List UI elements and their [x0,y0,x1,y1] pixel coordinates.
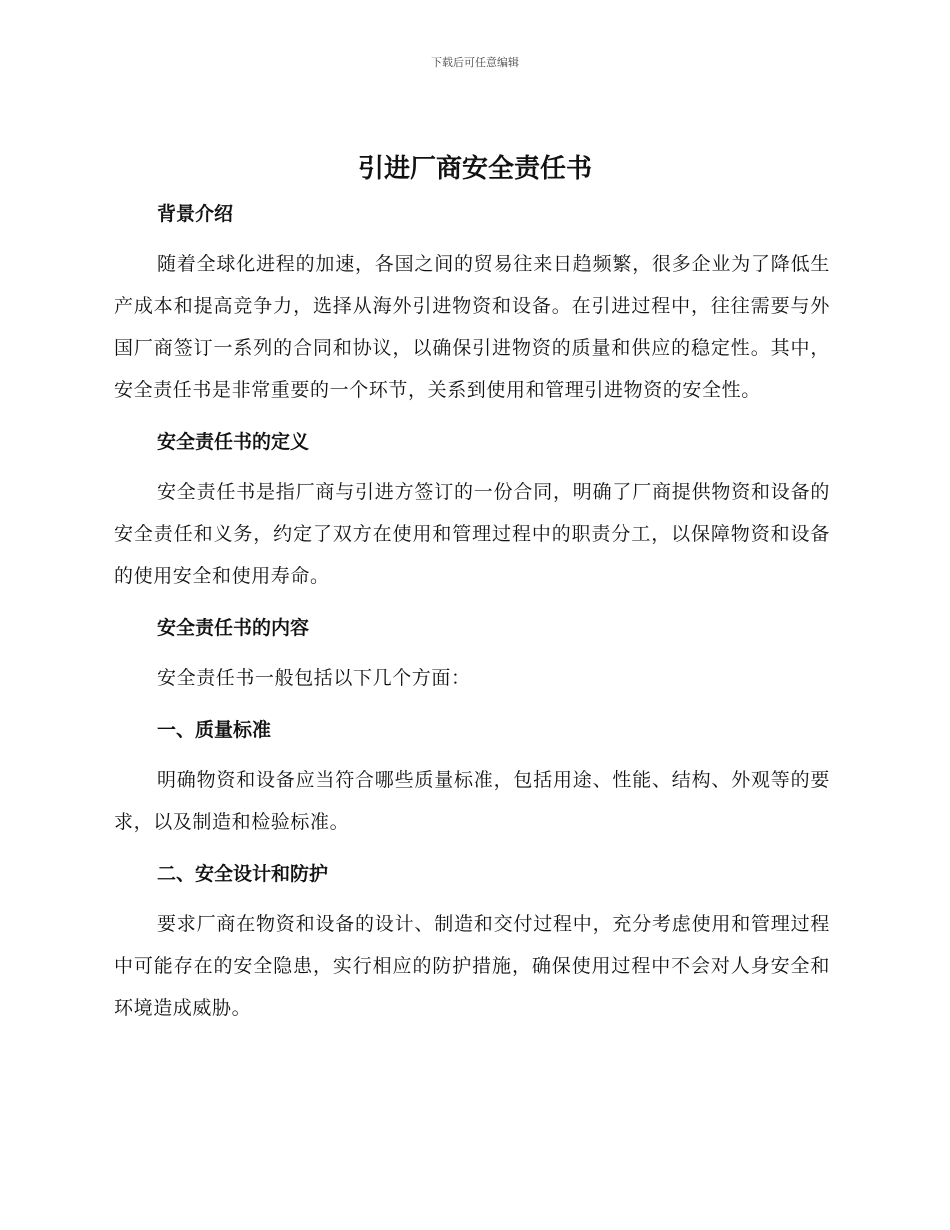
paragraph-definition: 安全责任书是指厂商与引进方签订的一份合同，明确了厂商提供物资和设备的安全责任和义务，约定了双方在使用和管理过程中的职责分工，以保障物资和设备的使用安全和使用寿命。 [114,481,830,587]
paragraph-quality: 明确物资和设备应当符合哪些质量标准，包括用途、性能、结构、外观等的要求，以及制造和检验标准。 [114,769,830,833]
paragraph-background: 随着全球化进程的加速，各国之间的贸易往来日趋频繁，很多企业为了降低生产成本和提高竞争力，选择从海外引进物资和设备。在引进过程中，往往需要与外国厂商签订一系列的合同和协议，以确保引进物资的质量和供应的稳定性。其中，安全责任书是非常重要的一个环节，关系到使用和管理引进物资的安全性。 [114,253,830,401]
section-heading-definition: 安全责任书的定义 [157,431,310,453]
page-header: 下载后可任意编辑 [431,56,519,69]
section-heading-quality: 一、质量标准 [157,719,272,741]
section-heading-safety-design: 二、安全设计和防护 [157,863,329,885]
document-title: 引进厂商安全责任书 [357,154,592,184]
paragraph-content: 安全责任书一般包括以下几个方面： [157,667,471,689]
paragraph-safety-design: 要求厂商在物资和设备的设计、制造和交付过程中，充分考虑使用和管理过程中可能存在的安全隐患，实行相应的防护措施，确保使用过程中不会对人身安全和环境造成威胁。 [114,913,830,1019]
section-heading-content: 安全责任书的内容 [157,617,310,639]
document-body [114,193,830,1029]
section-heading-background: 背景介绍 [157,203,234,225]
